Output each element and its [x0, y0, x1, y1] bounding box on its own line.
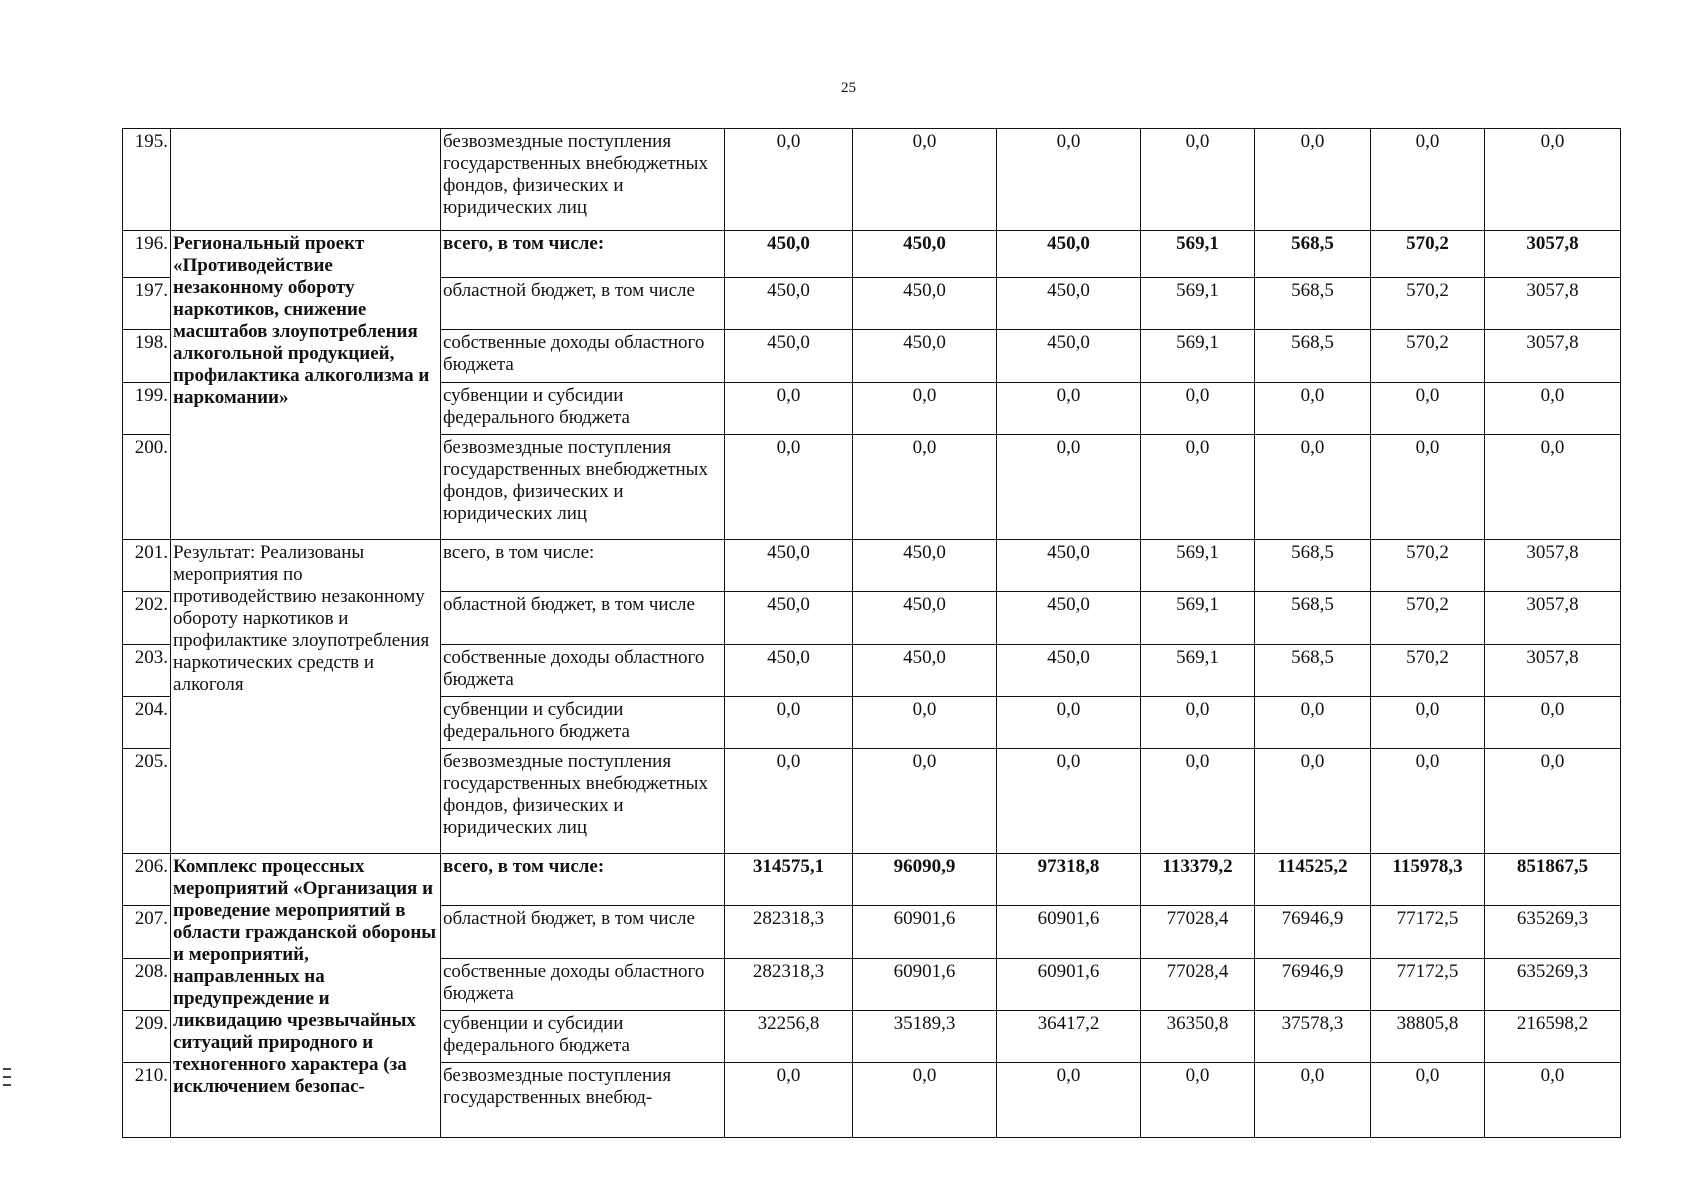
value-cell: 568,5	[1255, 278, 1371, 330]
value-cell: 3057,8	[1485, 330, 1621, 382]
value-cell: 32256,8	[725, 1011, 853, 1063]
row-number: 206.	[123, 853, 171, 905]
value-cell: 450,0	[853, 230, 997, 277]
value-cell: 0,0	[1141, 1063, 1255, 1138]
value-cell: 60901,6	[853, 906, 997, 958]
value-cell: 35189,3	[853, 1011, 997, 1063]
funding-source: областной бюджет, в том числе	[441, 278, 725, 330]
value-cell: 0,0	[725, 1063, 853, 1138]
value-cell: 570,2	[1371, 330, 1485, 382]
value-cell: 60901,6	[853, 958, 997, 1010]
value-cell: 3057,8	[1485, 592, 1621, 644]
value-cell: 0,0	[725, 435, 853, 540]
value-cell: 450,0	[853, 330, 997, 382]
value-cell: 0,0	[1485, 129, 1621, 231]
value-cell: 635269,3	[1485, 906, 1621, 958]
row-number: 207.	[123, 906, 171, 958]
value-cell: 0,0	[1371, 749, 1485, 854]
value-cell: 0,0	[1371, 382, 1485, 434]
value-cell: 450,0	[725, 330, 853, 382]
value-cell: 77028,4	[1141, 906, 1255, 958]
funding-source: всего, в том числе:	[441, 853, 725, 905]
value-cell: 569,1	[1141, 278, 1255, 330]
budget-table	[122, 128, 1621, 1138]
funding-source: областной бюджет, в том числе	[441, 906, 725, 958]
value-cell: 0,0	[1371, 696, 1485, 748]
value-cell: 114525,2	[1255, 853, 1371, 905]
value-cell: 450,0	[725, 539, 853, 591]
group-name: Результат: Реализованы мероприятия по противодействию незаконному обороту наркотиков и профилактике злоупотребления наркотических средств и алкоголя	[171, 539, 441, 853]
table-row	[123, 230, 1621, 277]
value-cell: 36350,8	[1141, 1011, 1255, 1063]
table-row	[123, 539, 1621, 591]
value-cell: 0,0	[1141, 749, 1255, 854]
value-cell: 569,1	[1141, 539, 1255, 591]
funding-source: областной бюджет, в том числе	[441, 592, 725, 644]
value-cell: 314575,1	[725, 853, 853, 905]
value-cell: 450,0	[997, 330, 1141, 382]
value-cell: 450,0	[997, 230, 1141, 277]
value-cell: 0,0	[725, 696, 853, 748]
table-row	[123, 129, 1621, 231]
value-cell: 570,2	[1371, 644, 1485, 696]
value-cell: 0,0	[997, 749, 1141, 854]
value-cell: 450,0	[725, 592, 853, 644]
value-cell: 0,0	[853, 1063, 997, 1138]
value-cell: 76946,9	[1255, 958, 1371, 1010]
value-cell: 0,0	[1371, 1063, 1485, 1138]
value-cell: 450,0	[853, 644, 997, 696]
value-cell: 0,0	[1141, 696, 1255, 748]
value-cell: 0,0	[853, 749, 997, 854]
value-cell: 0,0	[997, 129, 1141, 231]
value-cell: 0,0	[1371, 435, 1485, 540]
funding-source: безвозмездные поступления государственных внебюд-	[441, 1063, 725, 1138]
value-cell: 635269,3	[1485, 958, 1621, 1010]
value-cell: 450,0	[997, 644, 1141, 696]
row-number: 209.	[123, 1011, 171, 1063]
funding-source: безвозмездные поступления государственных внебюджетных фондов, физических и юридических лиц	[441, 749, 725, 854]
row-number: 202.	[123, 592, 171, 644]
value-cell: 569,1	[1141, 644, 1255, 696]
value-cell: 568,5	[1255, 539, 1371, 591]
funding-source: субвенции и субсидии федерального бюджета	[441, 1011, 725, 1063]
value-cell: 0,0	[1255, 696, 1371, 748]
value-cell: 450,0	[725, 644, 853, 696]
value-cell: 3057,8	[1485, 644, 1621, 696]
value-cell: 569,1	[1141, 230, 1255, 277]
row-number: 210.	[123, 1063, 171, 1138]
value-cell: 0,0	[1255, 129, 1371, 231]
group-name: Комплекс процессных мероприятий «Организация и проведение мероприятий в области гражданской обороны и мероприятий, направленных на предупреждение и ликвидацию чрезвычайных ситуаций природного и техногенного характера (за исключением безопас-	[171, 853, 441, 1137]
value-cell: 77028,4	[1141, 958, 1255, 1010]
funding-source: собственные доходы областного бюджета	[441, 958, 725, 1010]
value-cell: 38805,8	[1371, 1011, 1485, 1063]
value-cell: 0,0	[853, 435, 997, 540]
table-row	[123, 853, 1621, 905]
funding-source: безвозмездные поступления государственных внебюджетных фондов, физических и юридических лиц	[441, 435, 725, 540]
value-cell: 450,0	[725, 278, 853, 330]
value-cell: 37578,3	[1255, 1011, 1371, 1063]
value-cell: 450,0	[853, 278, 997, 330]
value-cell: 569,1	[1141, 592, 1255, 644]
row-number: 199.	[123, 382, 171, 434]
value-cell: 568,5	[1255, 230, 1371, 277]
value-cell: 0,0	[997, 1063, 1141, 1138]
value-cell: 77172,5	[1371, 958, 1485, 1010]
value-cell: 282318,3	[725, 906, 853, 958]
value-cell: 450,0	[997, 592, 1141, 644]
value-cell: 450,0	[853, 539, 997, 591]
value-cell: 569,1	[1141, 330, 1255, 382]
binding-marks	[3, 1068, 11, 1092]
value-cell: 115978,3	[1371, 853, 1485, 905]
page-number: 25	[841, 80, 856, 96]
value-cell: 3057,8	[1485, 230, 1621, 277]
value-cell: 0,0	[725, 382, 853, 434]
value-cell: 568,5	[1255, 644, 1371, 696]
value-cell: 77172,5	[1371, 906, 1485, 958]
value-cell: 0,0	[725, 749, 853, 854]
value-cell: 0,0	[1485, 382, 1621, 434]
value-cell: 0,0	[1141, 382, 1255, 434]
value-cell: 216598,2	[1485, 1011, 1621, 1063]
value-cell: 0,0	[1485, 749, 1621, 854]
row-number: 201.	[123, 539, 171, 591]
group-name: Региональный проект «Противодействие незаконному обороту наркотиков, снижение масштабов злоупотребления алкогольной продукцией, профилактика алкоголизма и наркомании»	[171, 230, 441, 539]
value-cell: 0,0	[997, 435, 1141, 540]
value-cell: 0,0	[1141, 129, 1255, 231]
value-cell: 0,0	[853, 382, 997, 434]
row-number: 205.	[123, 749, 171, 854]
value-cell: 0,0	[1371, 129, 1485, 231]
funding-source: субвенции и субсидии федерального бюджета	[441, 382, 725, 434]
row-number: 208.	[123, 958, 171, 1010]
value-cell: 0,0	[1485, 696, 1621, 748]
value-cell: 60901,6	[997, 906, 1141, 958]
value-cell: 97318,8	[997, 853, 1141, 905]
value-cell: 450,0	[997, 278, 1141, 330]
value-cell: 568,5	[1255, 592, 1371, 644]
value-cell: 76946,9	[1255, 906, 1371, 958]
value-cell: 450,0	[725, 230, 853, 277]
value-cell: 0,0	[1255, 749, 1371, 854]
row-number: 204.	[123, 696, 171, 748]
group-name-empty	[171, 129, 441, 231]
value-cell: 0,0	[1141, 435, 1255, 540]
value-cell: 0,0	[725, 129, 853, 231]
value-cell: 60901,6	[997, 958, 1141, 1010]
funding-source: собственные доходы областного бюджета	[441, 644, 725, 696]
funding-source: всего, в том числе:	[441, 539, 725, 591]
row-number: 196.	[123, 230, 171, 277]
value-cell: 113379,2	[1141, 853, 1255, 905]
value-cell: 570,2	[1371, 592, 1485, 644]
value-cell: 3057,8	[1485, 539, 1621, 591]
value-cell: 450,0	[853, 592, 997, 644]
value-cell: 0,0	[1485, 1063, 1621, 1138]
value-cell: 0,0	[853, 696, 997, 748]
value-cell: 282318,3	[725, 958, 853, 1010]
value-cell: 851867,5	[1485, 853, 1621, 905]
row-number: 197.	[123, 278, 171, 330]
row-number: 195.	[123, 129, 171, 231]
value-cell: 3057,8	[1485, 278, 1621, 330]
funding-source: собственные доходы областного бюджета	[441, 330, 725, 382]
value-cell: 0,0	[853, 129, 997, 231]
value-cell: 0,0	[1485, 435, 1621, 540]
value-cell: 36417,2	[997, 1011, 1141, 1063]
value-cell: 0,0	[1255, 382, 1371, 434]
value-cell: 0,0	[1255, 435, 1371, 540]
value-cell: 570,2	[1371, 278, 1485, 330]
funding-source: субвенции и субсидии федерального бюджета	[441, 696, 725, 748]
value-cell: 570,2	[1371, 539, 1485, 591]
value-cell: 0,0	[997, 382, 1141, 434]
value-cell: 568,5	[1255, 330, 1371, 382]
value-cell: 0,0	[1255, 1063, 1371, 1138]
row-number: 203.	[123, 644, 171, 696]
row-number: 198.	[123, 330, 171, 382]
value-cell: 570,2	[1371, 230, 1485, 277]
value-cell: 450,0	[997, 539, 1141, 591]
value-cell: 96090,9	[853, 853, 997, 905]
funding-source: всего, в том числе:	[441, 230, 725, 277]
value-cell: 0,0	[997, 696, 1141, 748]
row-number: 200.	[123, 435, 171, 540]
funding-source: безвозмездные поступления государственных внебюджетных фондов, физических и юридических лиц	[441, 129, 725, 231]
